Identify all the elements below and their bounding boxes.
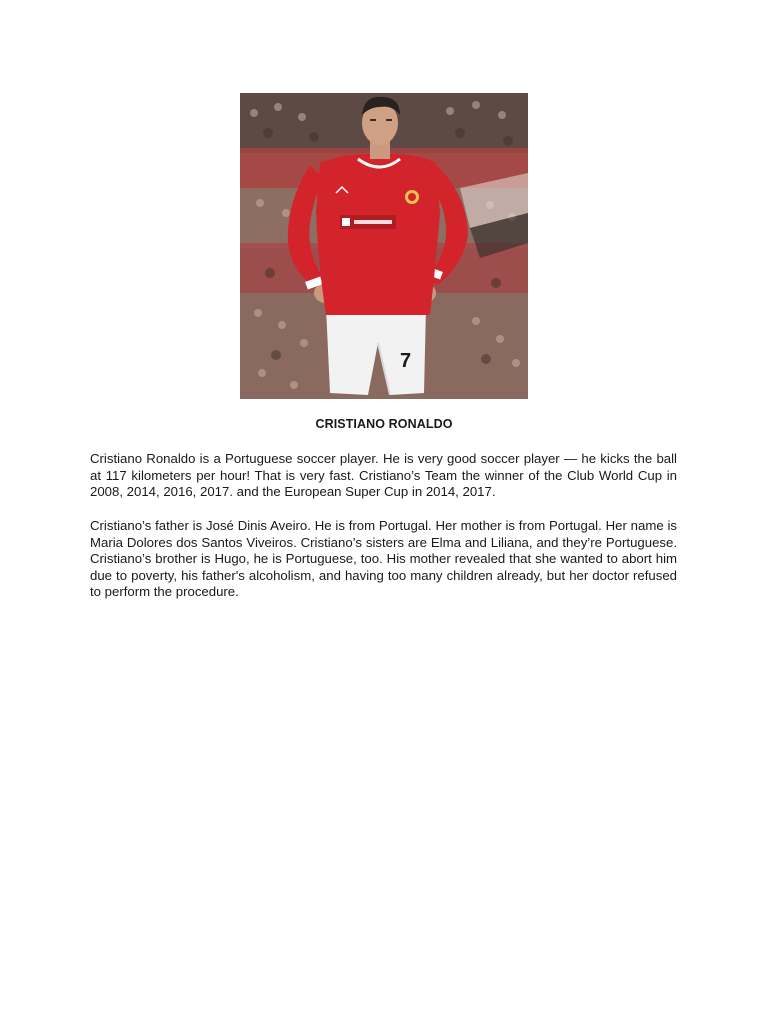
paragraph-2: Cristiano’s father is José Dinis Aveiro. He is from Portugal. Her mother is from Portugal. Her name is Maria Dolores dos Santos Viveiros. Cristiano’s sisters are Elma and Liliana, and they’re Portuguese. Cristiano’s brother is Hugo, he is Portuguese, too. His mother revealed that she wanted to abort him due to poverty, his father's alcoholism, and having too many children already, but her doctor refused to perform the procedure. bbox=[90, 518, 677, 599]
svg-text:7: 7 bbox=[400, 350, 412, 372]
page-title: CRISTIANO RONALDO bbox=[315, 417, 453, 431]
paragraph-1: Cristiano Ronaldo is a Portuguese soccer player. He is very good soccer player — he kicks the ball at 117 kilometers per hour! That is very fast. Cristiano’s Team the winner of the Club World Cup in 2008, 2014, 2016, 2017. and the European Super Cup in 2014, 2017. bbox=[90, 451, 677, 499]
player-photo-illustration bbox=[240, 93, 528, 399]
player-photo bbox=[240, 93, 528, 399]
